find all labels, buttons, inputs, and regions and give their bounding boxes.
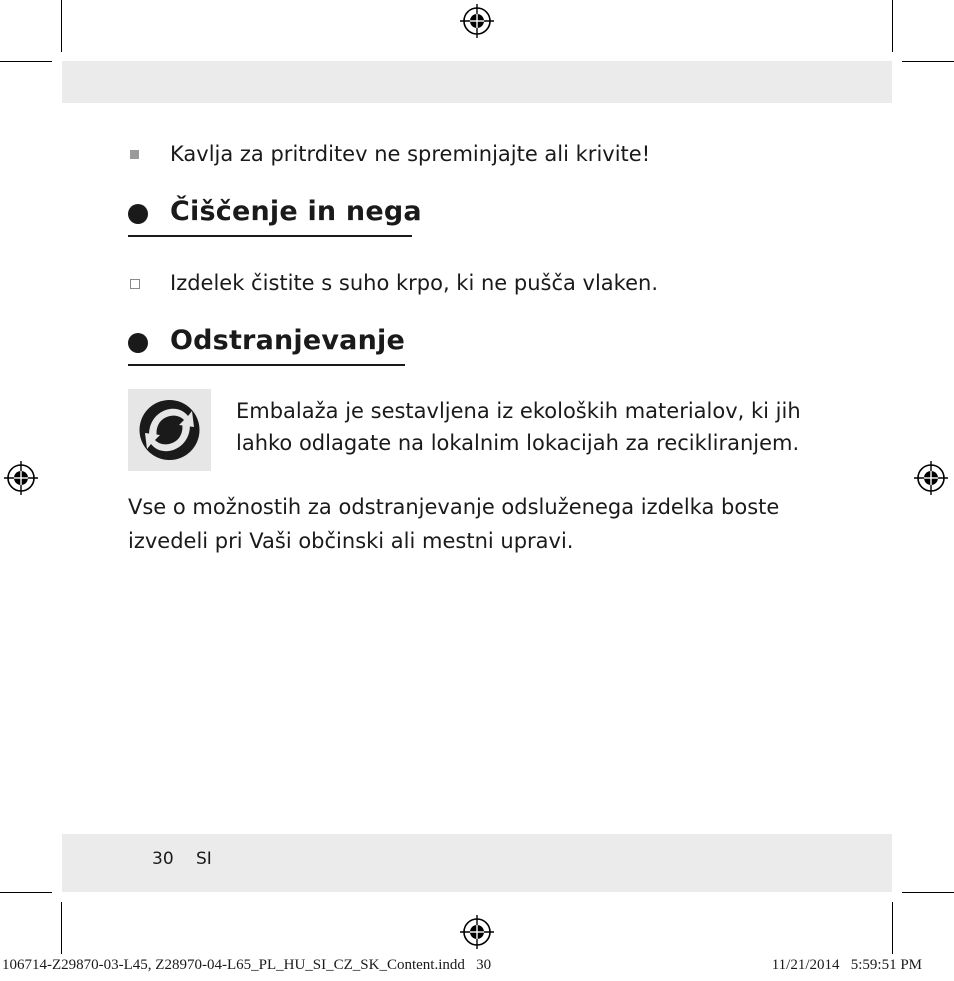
notice-text: Kavlja za pritrditev ne spreminjajte ali krivite! bbox=[170, 142, 651, 166]
registration-mark-icon bbox=[460, 915, 494, 949]
section-bullet bbox=[128, 333, 148, 353]
cleaning-step-text: Izdelek čistite s suho krpo, ki ne pušča vlaken. bbox=[170, 271, 658, 295]
page-number: 30 bbox=[152, 849, 174, 869]
crop-mark bbox=[61, 902, 62, 954]
section-heading-cleaning: Čiščenje in nega bbox=[170, 196, 422, 227]
registration-mark-icon bbox=[4, 461, 38, 495]
crop-mark bbox=[892, 902, 893, 954]
registration-mark-icon bbox=[914, 461, 948, 495]
disposal-paragraph-line: izvedeli pri Vaši občinski ali mestni upravi. bbox=[128, 529, 574, 553]
disposal-paragraph-line: Vse o možnostih za odstranjevanje odsluženega izdelka boste bbox=[128, 495, 780, 519]
page-language: SI bbox=[196, 849, 212, 869]
crop-mark bbox=[902, 892, 954, 893]
header-band bbox=[62, 61, 892, 103]
heading-underline bbox=[128, 364, 405, 366]
heading-underline bbox=[128, 235, 412, 237]
step-checkbox bbox=[130, 279, 140, 289]
crop-mark bbox=[0, 892, 52, 893]
crop-mark bbox=[61, 0, 62, 52]
recycle-text-line: lahko odlagate na lokalnim lokacijah za recikliranjem. bbox=[236, 431, 800, 455]
recycle-text-line: Embalaža je sestavljena iz ekoloških materialov, ki jih bbox=[236, 399, 801, 423]
print-slug-file: 106714-Z29870-03-L45, Z28970-04-L65_PL_HU_SI_CZ_SK_Content.indd 30 bbox=[2, 957, 492, 973]
crop-mark bbox=[0, 61, 52, 62]
notice-bullet bbox=[130, 150, 139, 159]
section-bullet bbox=[128, 204, 148, 224]
crop-mark bbox=[902, 61, 954, 62]
recycle-icon-box bbox=[128, 389, 211, 471]
print-slug-timestamp: 11/21/2014 5:59:51 PM bbox=[771, 957, 922, 973]
registration-mark-icon bbox=[460, 4, 494, 38]
footer-band bbox=[62, 834, 892, 892]
section-heading-disposal: Odstranjevanje bbox=[170, 325, 405, 356]
green-dot-recycling-icon bbox=[128, 389, 211, 471]
crop-mark bbox=[892, 0, 893, 52]
